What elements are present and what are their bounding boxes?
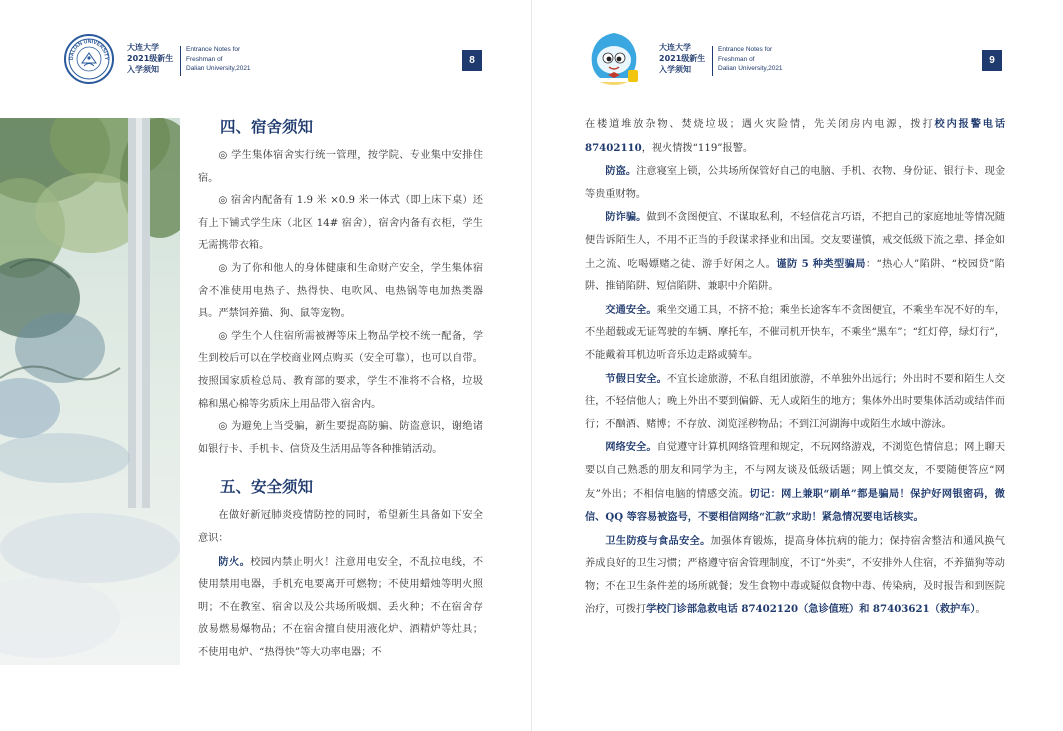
left-text-column — [198, 113, 483, 664]
page-number: 8 — [462, 50, 482, 71]
campus-illustration — [0, 118, 180, 665]
section4-para: ◎ 学生集体宿舍实行统一管理，按学院、专业集中安排住宿。 — [198, 150, 483, 184]
section4-para: ◎ 宿舍内配备有 1.9 米 ×0.9 米一体式（即上床下桌）还有上下铺式学生床（北区 14# 宿舍），宿舍内备有衣柜，学生无需携带衣箱。 — [198, 195, 483, 252]
right-header — [532, 30, 1063, 90]
university-logo — [64, 34, 114, 84]
right-page — [532, 0, 1063, 731]
header-title-zh: 大连大学 2021级新生 入学须知 — [127, 43, 174, 74]
tree-illustration-icon — [0, 118, 180, 665]
section4-para: ◎ 为避免上当受骗，新生要提高防骗、防盗意识，谢绝诸如银行卡、手机卡、信贷及生活用品等各种推销活动。 — [198, 421, 483, 455]
page-number: 9 — [982, 50, 1002, 71]
left-header — [0, 30, 531, 90]
fire-safety-continued: 在楼道堆放杂物、焚烧垃圾；遇火灾险情，先关闭房内电源，拨打校内报警电话 87402110，视火情拨“119”报警。 — [585, 118, 1006, 154]
svg-text:DALIAN UNIVERSITY: DALIAN UNIVERSITY — [68, 38, 110, 61]
section5-intro: 在做好新冠肺炎疫情防控的同时，希望新生具备如下安全意识： — [198, 510, 483, 544]
header-title-en: Entrance Notes for Freshman of Dalian University,2021 — [186, 46, 251, 72]
header-title-zh: 大连大学 2021级新生 入学须知 — [659, 43, 706, 74]
header-divider — [712, 46, 713, 76]
header-divider — [180, 46, 181, 76]
traffic-safety-para: 交通安全。乘坐交通工具，不挤不抢；乘坐长途客车不贪图便宜，不乘坐车况不好的车，不坐超载或无证驾驶的车辆、摩托车，不催司机开快车，不乘坐“黑车”；“红灯停，绿灯行”，不能戴着耳机边听音乐边走路或骑车。 — [585, 303, 1006, 361]
right-text-column — [585, 113, 1005, 622]
theft-prevention-para: 防盗。注意寝室上锁，公共场所保管好自己的电脑、手机、衣物、身份证、银行卡、现金等贵重财物。 — [585, 165, 1006, 200]
mascot-icon — [584, 30, 644, 88]
health-safety-para: 卫生防疫与食品安全。加强体育锻炼，提高身体抗病的能力；保持宿舍整洁和通风换气 养成良好的卫生习惯；严格遵守宿舍管理制度，不订“外卖”，不安排外人住宿，不养猫狗等动物；不在卫生条件差的场所就餐；发生食物中毒或疑似食物中毒、传染病，及时报告和到医院治疗，可拨打学校门诊部急救电话 87402120（急诊值班）和 87403621（救护车）。 — [585, 534, 1005, 616]
section4-para: ◎ 学生个人住宿所需被褥等床上物品学校不统一配备，学生到校后可以在学校商业网点购买（安全可靠），也可以自带。按照国家质检总局、教育部的要求，学生不准将不合格，垃圾棉和黑心棉等劣质床上用品带入宿舍内。 — [198, 330, 483, 410]
section4-para: ◎ 为了你和他人的身体健康和生命财产安全，学生集体宿舍不准使用电热子、热得快、电吹风、电热锅等电加热类器具。严禁饲养猫、狗、鼠等宠物。 — [198, 262, 483, 320]
network-safety-para: 网络安全。自觉遵守计算机网络管理和规定，不玩网络游戏，不浏览色情信息；网上聊天要以自己熟悉的朋友和同学为主，不与网友谈及低级话题；网上慎交友，不要随便答应“网友”外出；不相信电脑的情感交流。切记：网上兼职“刷单”都是骗局！保护好网银密码，微信、QQ 等容易被盗号，不要相信网络“汇款”求助！紧急情况要电话核实。 — [585, 441, 1006, 524]
header-title-en: Entrance Notes for Freshman of Dalian University,2021 — [718, 46, 783, 72]
section4-title: 四、宿舍须知 — [220, 118, 314, 136]
holiday-safety-para: 节假日安全。不宜长途旅游，不私自组团旅游，不单独外出远行；外出时不要和陌生人交往，不轻信他人；晚上外出不要到偏僻、无人或陌生的地方；集体外出时要集体活动或结伴而行；不酗酒、赌博；不存放、浏览淫秽物品；不到江河湖海中或陌生水域中游泳。 — [585, 372, 1006, 430]
section5-title: 五、安全须知 — [220, 478, 314, 497]
left-page — [0, 0, 531, 731]
university-seal-icon — [67, 37, 111, 81]
fraud-prevention-para: 防诈骗。做到不贪图便宜、不谋取私利，不轻信花言巧语，不把自己的家庭地址等情况随便告诉陌生人，不用不正当的手段谋求择业和出国。交友要谨慎，戒交低级下流之辈、择金如土之流、吃喝嫖赌之徒、游手好闲之人。谨防 5 种类型骗局：“热心人”陷阱、“校园贷”陷阱、推销陷阱、短信陷阱、兼职中介陷阱。 — [585, 211, 1006, 293]
fire-safety-para: 防火。校园内禁止明火！注意用电安全，不乱拉电线，不使用禁用电器，手机充电要离开可燃物；不使用蜡烛等明火照明；不在教室、宿舍以及公共场所吸烟、丢火种；不在宿舍存放易燃易爆物品；不在宿舍擅自使用液化炉、酒精炉等灶具；不使用电炉、“热得快”等大功率电器；不 — [198, 555, 484, 658]
